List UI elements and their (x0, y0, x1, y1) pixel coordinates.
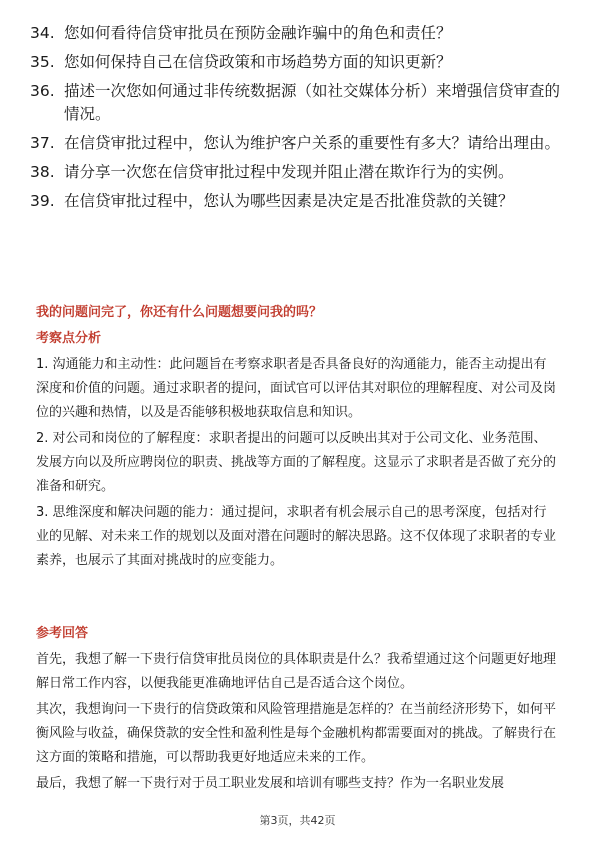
question-item (30, 22, 570, 45)
analysis-section (36, 353, 558, 575)
question-item (30, 80, 570, 126)
question-number: 35. (30, 53, 55, 71)
question-item (30, 190, 570, 213)
question-number: 34. (30, 24, 55, 42)
answer-paragraph: 首先，我想了解一下贵行信贷审批员岗位的具体职责是什么？我希望通过这个问题更好地理解日常工作内容，以便我能更准确地评估自己是否适合这个岗位。 (36, 652, 557, 691)
question-number: 39. (30, 192, 55, 210)
answer-paragraph: 其次，我想询问一下贵行的信贷政策和风险管理措施是怎样的？在当前经济形势下，如何平衡风险与收益，确保贷款的安全性和盈利性是每个金融机构都需要面对的挑战。了解贵行在这方面的策略和措施，可以帮助我更好地适应未来的工作。 (36, 702, 557, 765)
question-item (30, 161, 570, 184)
page-footer: 第3页，共42页 (259, 814, 336, 827)
analysis-paragraph: 3. 思维深度和解决问题的能力：通过提问，求职者有机会展示自己的思考深度，包括对行业的见解、对未来工作的规划以及面对潜在问题时的解决思路。这不仅体现了求职者的专业素养，也展示了其面对挑战时的应变能力。 (36, 505, 557, 568)
question-item (30, 51, 570, 74)
question-number: 36. (30, 82, 55, 100)
question-list (30, 22, 570, 219)
answer-paragraph: 最后，我想了解一下贵行对于员工职业发展和培训有哪些支持？作为一名职业发展 (36, 776, 505, 791)
analysis-heading: 考察点分析 (36, 331, 102, 346)
question-text: 描述一次您如何通过非传统数据源（如社交媒体分析）来增强信贷审查的情况。 (64, 82, 561, 123)
reference-answer-section (36, 648, 558, 798)
question-number: 38. (30, 163, 55, 181)
question-text: 您如何看待信贷审批员在预防金融诈骗中的角色和责任？ (64, 24, 452, 42)
question-item (30, 132, 570, 155)
question-number: 37. (30, 134, 55, 152)
analysis-paragraph: 2. 对公司和岗位的了解程度：求职者提出的问题可以反映出其对于公司文化、业务范围、发展方向以及所应聘岗位的职责、挑战等方面的了解程度。这显示了求职者是否做了充分的准备和研究。 (36, 431, 557, 494)
question-text: 在信贷审批过程中，您认为维护客户关系的重要性有多大？请给出理由。 (64, 134, 561, 152)
analysis-paragraph: 1. 沟通能力和主动性：此问题旨在考察求职者是否具备良好的沟通能力，能否主动提出有深度和价值的问题。通过求职者的提问，面试官可以评估其对职位的理解程度、对公司及岗位的兴趣和热情，以及是否能够积极地获取信息和知识。 (36, 357, 557, 420)
final-question-heading: 我的问题问完了，你还有什么问题想要问我的吗？ (36, 305, 323, 320)
question-text: 请分享一次您在信贷审批过程中发现并阻止潜在欺诈行为的实例。 (64, 163, 514, 181)
question-text: 您如何保持自己在信贷政策和市场趋势方面的知识更新？ (64, 53, 452, 71)
question-text: 在信贷审批过程中，您认为哪些因素是决定是否批准贷款的关键？ (64, 192, 514, 210)
reference-answer-heading: 参考回答 (36, 626, 89, 641)
